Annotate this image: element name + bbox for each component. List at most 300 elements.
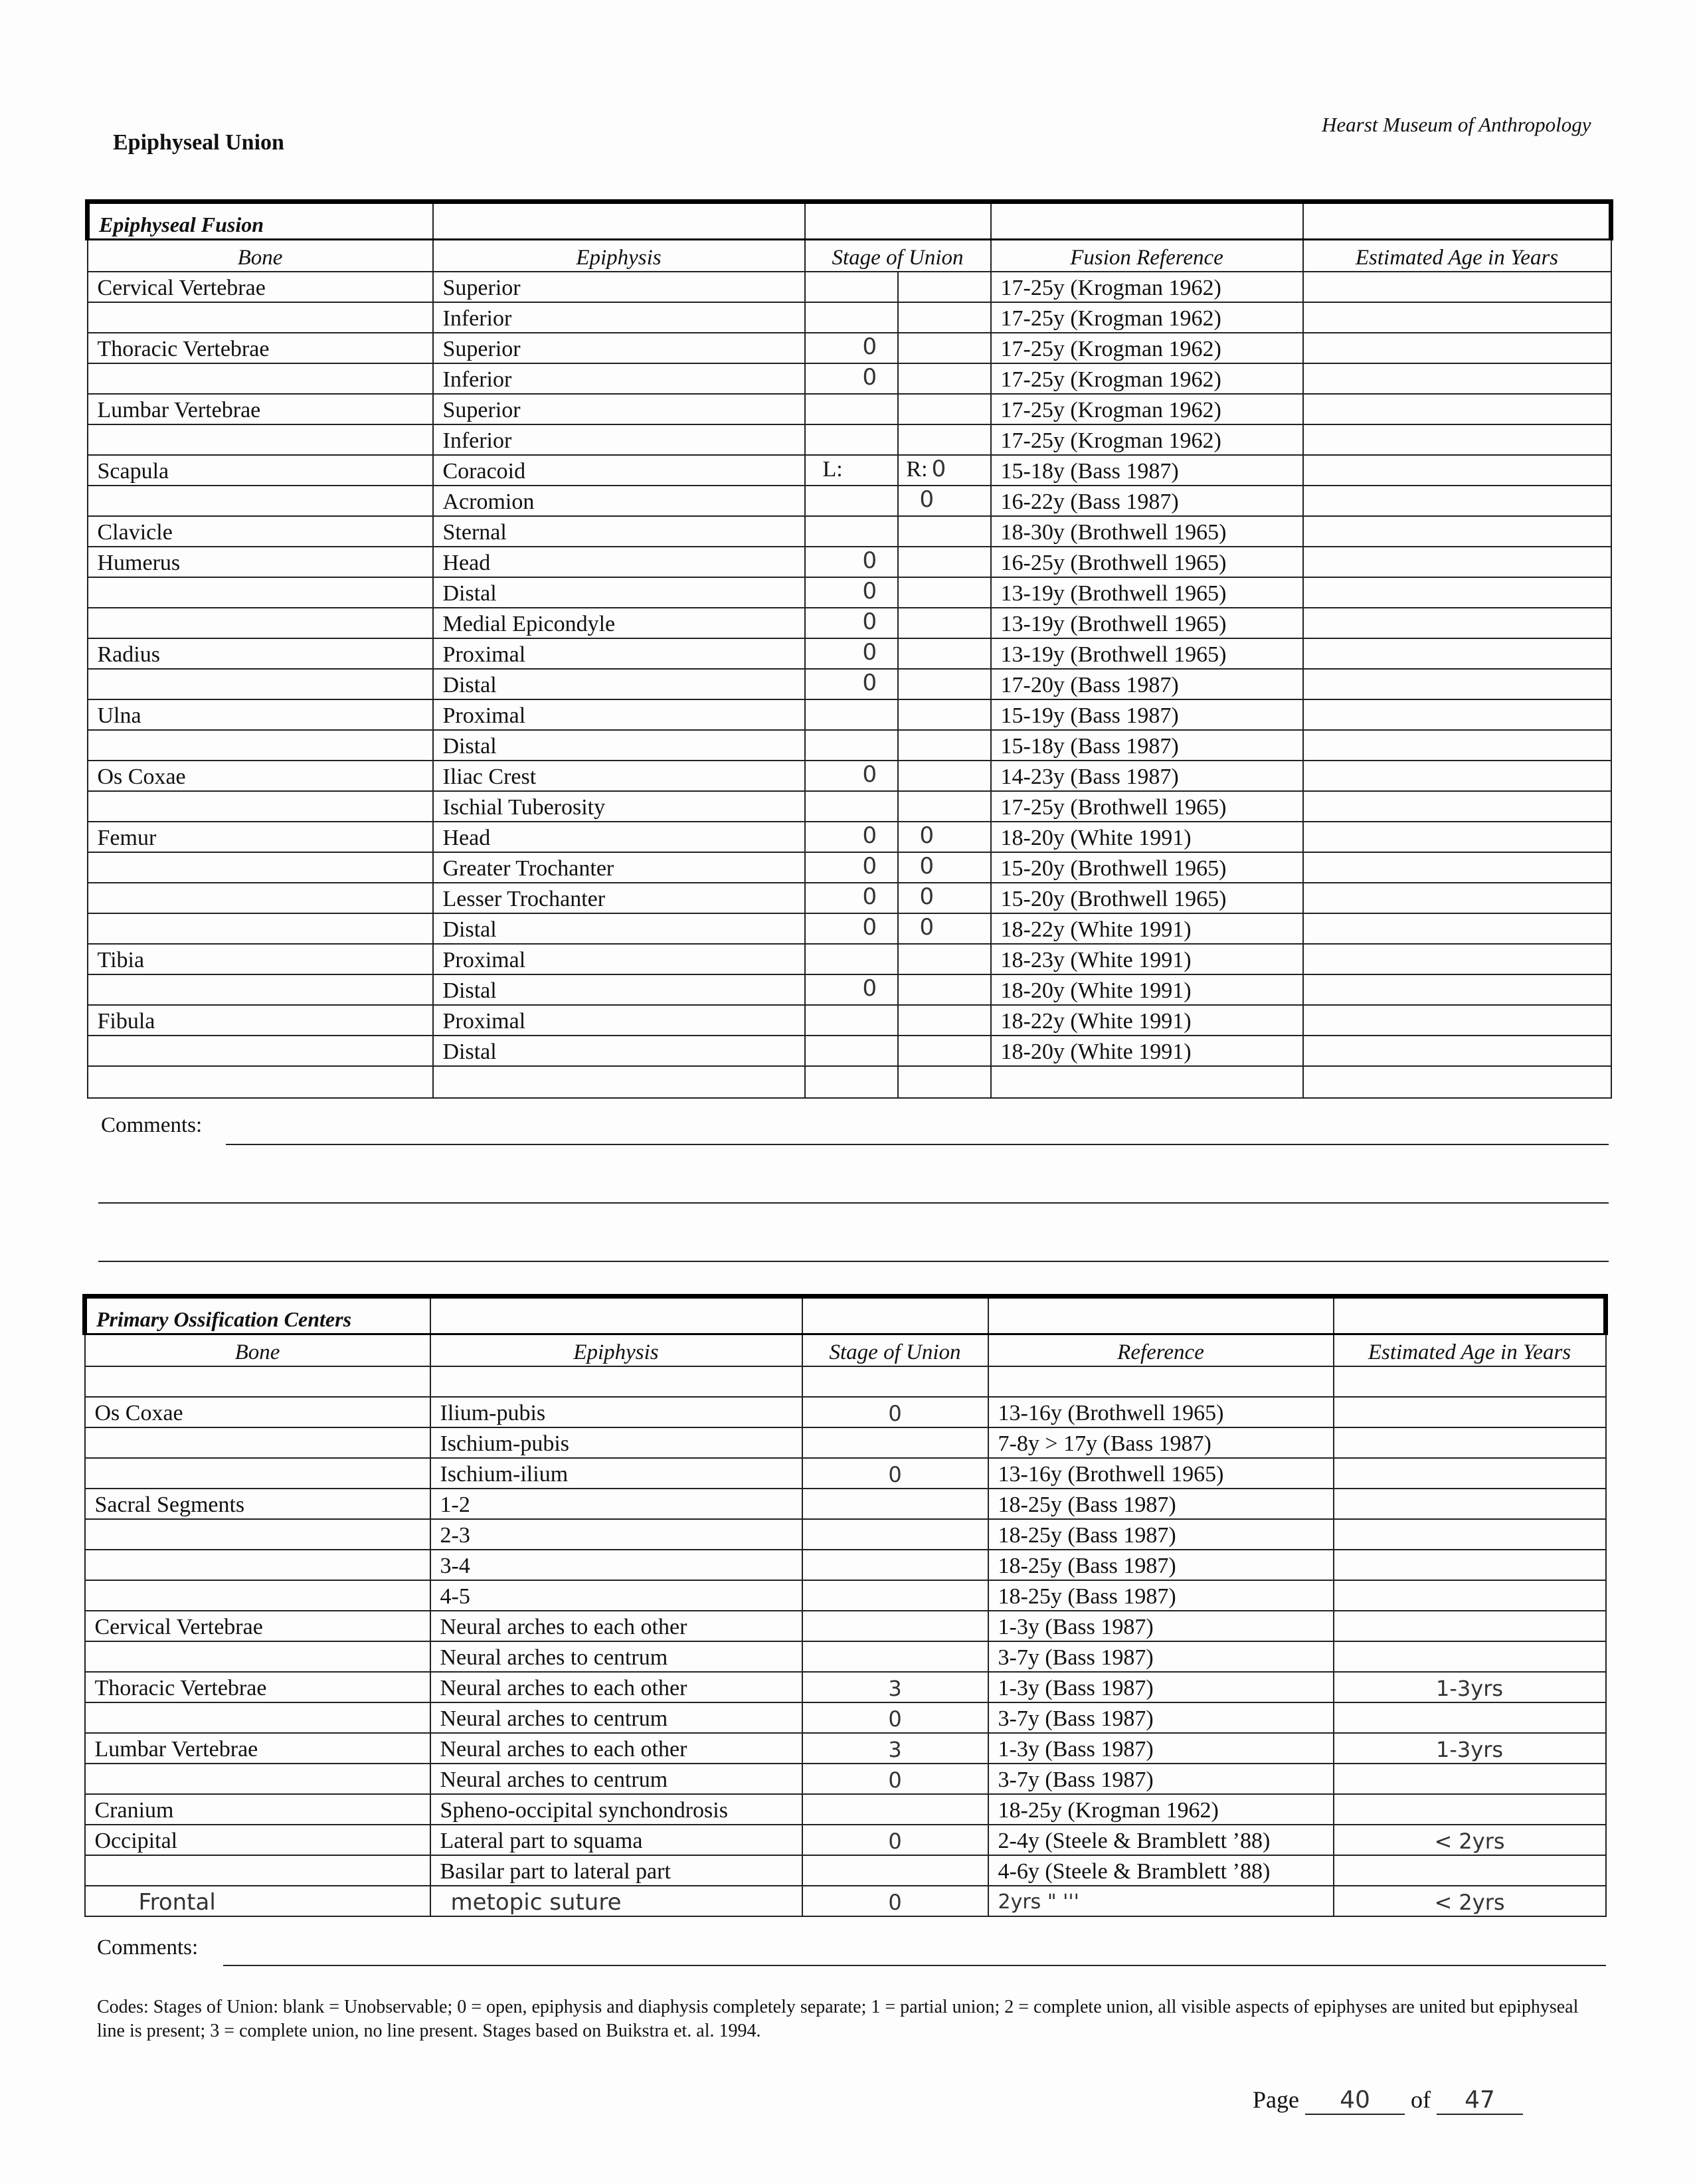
bone-cell <box>85 1855 430 1886</box>
estimated-age-cell[interactable] <box>1334 1641 1606 1672</box>
stage-cell[interactable] <box>802 1794 988 1825</box>
fusion-row <box>88 302 1611 333</box>
primary-comments-line[interactable] <box>223 1965 1606 1966</box>
estimated-age-cell[interactable] <box>1303 394 1611 424</box>
estimated-age-cell[interactable] <box>1334 1794 1606 1825</box>
estimated-age-cell[interactable] <box>1334 1366 1606 1397</box>
estimated-age-cell[interactable] <box>1334 1855 1606 1886</box>
fusion-row <box>88 913 1611 944</box>
epiphysis-cell: 4-5 <box>430 1580 802 1611</box>
primary-row <box>85 1458 1606 1489</box>
estimated-age-cell[interactable] <box>1303 333 1611 363</box>
stage-right[interactable] <box>899 853 981 882</box>
fusion-row <box>88 516 1611 547</box>
stage-right[interactable] <box>899 883 981 913</box>
fusion-row <box>88 608 1611 638</box>
bone-cell: Os Coxae <box>88 761 433 791</box>
stage-cell[interactable] <box>805 455 991 486</box>
reference-cell: 14-23y (Bass 1987) <box>991 761 1303 791</box>
stage-cell[interactable] <box>805 822 991 852</box>
reference-cell: 15-19y (Bass 1987) <box>991 699 1303 730</box>
stage-cell[interactable] <box>802 1611 988 1641</box>
stage-right[interactable] <box>899 822 981 852</box>
stage-right[interactable] <box>899 639 981 668</box>
bone-cell: Femur <box>88 822 433 852</box>
estimated-age-cell[interactable] <box>1303 1066 1611 1098</box>
stage-left[interactable] <box>815 975 899 1004</box>
primary-row <box>85 1702 1606 1733</box>
stage-left-value: 0 <box>862 364 877 391</box>
bone-cell <box>88 1066 433 1098</box>
estimated-age-cell[interactable] <box>1303 516 1611 547</box>
reference-cell: 18-23y (White 1991) <box>991 944 1303 974</box>
estimated-age-cell[interactable] <box>1303 455 1611 486</box>
stage-right-value: 0 <box>919 914 935 941</box>
stage-left[interactable] <box>815 578 899 607</box>
stage-cell[interactable] <box>805 394 991 424</box>
estimated-age-cell[interactable] <box>1303 944 1611 974</box>
reference-cell: 18-25y (Bass 1987) <box>988 1550 1334 1580</box>
stage-right-value: 0 <box>919 822 935 849</box>
stage-left[interactable] <box>815 608 899 638</box>
stage-left-value <box>823 486 863 513</box>
stage-right[interactable] <box>899 608 981 638</box>
stage-left[interactable] <box>815 517 899 546</box>
reference-cell <box>991 1066 1303 1098</box>
stage-right-value: 0 <box>931 456 946 482</box>
fusion-row <box>88 1005 1611 1036</box>
bone-cell <box>88 974 433 1005</box>
reference-cell: 18-22y (White 1991) <box>991 1005 1303 1036</box>
stage-right-value <box>907 578 920 604</box>
estimated-age-cell[interactable] <box>1303 547 1611 577</box>
stage-right[interactable] <box>899 914 981 943</box>
stage-right-value <box>907 792 920 818</box>
stage-left[interactable] <box>815 333 899 363</box>
stage-cell[interactable]: 3 <box>802 1672 988 1702</box>
stage-left[interactable] <box>815 883 899 913</box>
fusion-row <box>88 883 1611 913</box>
epiphysis-cell: Lesser Trochanter <box>433 883 805 913</box>
stage-left[interactable] <box>815 486 899 515</box>
stage-cell[interactable]: 0 <box>802 1764 988 1794</box>
stage-left[interactable] <box>815 914 899 943</box>
stage-cell[interactable] <box>805 577 991 608</box>
stage-right[interactable] <box>899 578 981 607</box>
epiphysis-cell: Ischial Tuberosity <box>433 791 805 822</box>
fusion-comments-line-2[interactable] <box>98 1202 1609 1204</box>
column-header-epiphysis: Epiphysis <box>433 240 805 272</box>
bone-cell <box>88 883 433 913</box>
estimated-age-cell[interactable]: 1-3yrs <box>1334 1733 1606 1764</box>
estimated-age-cell[interactable]: 1-3yrs <box>1334 1672 1606 1702</box>
stage-right-value <box>907 761 920 788</box>
stage-left[interactable] <box>815 1067 899 1097</box>
primary-row <box>85 1519 1606 1550</box>
fusion-row <box>88 638 1611 669</box>
page-total-field[interactable]: 47 <box>1437 2086 1523 2115</box>
stage-right-value <box>907 364 920 391</box>
stage-cell[interactable] <box>805 761 991 791</box>
stage-right[interactable] <box>899 731 981 760</box>
stage-left[interactable] <box>815 761 899 790</box>
stage-cell[interactable] <box>802 1580 988 1611</box>
stage-left[interactable] <box>815 945 899 974</box>
fusion-row <box>88 455 1611 486</box>
bone-cell: Radius <box>88 638 433 669</box>
stage-cell[interactable] <box>802 1427 988 1458</box>
epiphysis-cell: Inferior <box>433 424 805 455</box>
stage-right-value: 0 <box>919 883 935 910</box>
fusion-row <box>88 333 1611 363</box>
stage-cell[interactable]: 3 <box>802 1733 988 1764</box>
reference-cell: 17-25y (Brothwell 1965) <box>991 791 1303 822</box>
stage-right[interactable] <box>899 517 981 546</box>
estimated-age-cell[interactable] <box>1303 883 1611 913</box>
estimated-age-cell[interactable] <box>1334 1427 1606 1458</box>
stage-left[interactable] <box>815 670 899 699</box>
primary-row <box>85 1764 1606 1794</box>
bone-cell <box>85 1519 430 1550</box>
bone-cell: Thoracic Vertebrae <box>88 333 433 363</box>
stage-cell[interactable] <box>805 699 991 730</box>
estimated-age-cell[interactable] <box>1303 486 1611 516</box>
page-number-field[interactable]: 40 <box>1305 2086 1405 2115</box>
reference-cell: 15-18y (Bass 1987) <box>991 730 1303 761</box>
bone-cell: Ulna <box>88 699 433 730</box>
estimated-age-cell[interactable] <box>1334 1611 1606 1641</box>
bone-cell: Humerus <box>88 547 433 577</box>
fusion-section-header <box>88 202 1611 240</box>
stage-right-value <box>907 975 920 1002</box>
stage-cell[interactable] <box>805 974 991 1005</box>
stage-left[interactable] <box>815 731 899 760</box>
reference-cell: 3-7y (Bass 1987) <box>988 1702 1334 1733</box>
stage-left[interactable] <box>815 1036 899 1065</box>
fusion-row <box>88 761 1611 791</box>
reference-cell: 16-25y (Brothwell 1965) <box>991 547 1303 577</box>
stage-right[interactable] <box>899 364 981 393</box>
section-title: Primary Ossification Centers <box>96 1307 352 1331</box>
bone-cell: Thoracic Vertebrae <box>85 1672 430 1702</box>
estimated-age-cell[interactable] <box>1303 1036 1611 1066</box>
epiphysis-cell: Neural arches to each other <box>430 1611 802 1641</box>
primary-row <box>85 1427 1606 1458</box>
reference-cell: 13-16y (Brothwell 1965) <box>988 1397 1334 1427</box>
reference-cell: 18-25y (Krogman 1962) <box>988 1794 1334 1825</box>
reference-cell: 18-20y (White 1991) <box>991 974 1303 1005</box>
epiphysis-cell: Lateral part to squama <box>430 1825 802 1855</box>
section-title: Epiphyseal Fusion <box>99 213 264 236</box>
stage-right[interactable] <box>899 792 981 821</box>
estimated-age-cell[interactable] <box>1303 272 1611 302</box>
epiphysis-cell: Neural arches to centrum <box>430 1641 802 1672</box>
stage-cell[interactable] <box>805 547 991 577</box>
bone-cell <box>85 1702 430 1733</box>
estimated-age-cell[interactable] <box>1303 822 1611 852</box>
stage-right[interactable] <box>899 333 981 363</box>
stage-left[interactable] <box>815 1006 899 1035</box>
stage-left-value: 0 <box>862 853 877 879</box>
stage-right[interactable] <box>899 1006 981 1035</box>
column-header-age: Estimated Age in Years <box>1334 1334 1606 1367</box>
stage-cell[interactable] <box>805 913 991 944</box>
stage-right-value <box>907 517 920 543</box>
stage-cell[interactable] <box>805 1005 991 1036</box>
stage-left-value <box>823 395 863 421</box>
estimated-age-cell[interactable]: < 2yrs <box>1334 1825 1606 1855</box>
estimated-age-cell[interactable] <box>1334 1550 1606 1580</box>
epiphysis-cell: Superior <box>433 272 805 302</box>
reference-cell: 18-25y (Bass 1987) <box>988 1489 1334 1519</box>
stage-right[interactable] <box>899 303 981 332</box>
stage-right[interactable] <box>899 486 981 515</box>
fusion-comments-line-1[interactable] <box>226 1144 1609 1145</box>
stage-left[interactable] <box>815 303 899 332</box>
stage-cell[interactable] <box>802 1550 988 1580</box>
stage-right[interactable] <box>899 700 981 729</box>
bone-cell <box>85 1458 430 1489</box>
stage-cell[interactable] <box>805 852 991 883</box>
stage-cell[interactable] <box>805 944 991 974</box>
estimated-age-cell[interactable] <box>1303 852 1611 883</box>
stage-cell[interactable] <box>805 638 991 669</box>
estimated-age-cell[interactable] <box>1303 669 1611 699</box>
stage-left[interactable] <box>815 853 899 882</box>
estimated-age-cell[interactable] <box>1303 699 1611 730</box>
stage-right[interactable] <box>899 1067 981 1097</box>
stage-left[interactable] <box>815 395 899 424</box>
stage-right[interactable] <box>899 547 981 577</box>
stage-left-value: 0 <box>862 883 877 910</box>
fusion-comments-line-3[interactable] <box>98 1261 1609 1262</box>
bone-cell: Occipital <box>85 1825 430 1855</box>
bone-cell <box>88 486 433 516</box>
estimated-age-cell[interactable] <box>1334 1702 1606 1733</box>
stage-left[interactable] <box>815 364 899 393</box>
reference-cell: 18-20y (White 1991) <box>991 822 1303 852</box>
estimated-age-cell[interactable] <box>1303 302 1611 333</box>
page-of-label: of <box>1410 2086 1431 2113</box>
bone-cell: Frontal <box>85 1886 430 1916</box>
stage-left[interactable] <box>815 272 899 302</box>
epiphysis-cell: Greater Trochanter <box>433 852 805 883</box>
estimated-age-cell[interactable] <box>1303 424 1611 455</box>
estimated-age-cell[interactable]: < 2yrs <box>1334 1886 1606 1916</box>
epiphysis-cell: Ilium-pubis <box>430 1397 802 1427</box>
epiphysis-cell: Proximal <box>433 638 805 669</box>
stage-cell[interactable]: 0 <box>802 1458 988 1489</box>
estimated-age-cell[interactable] <box>1303 363 1611 394</box>
stage-left[interactable] <box>815 822 899 852</box>
epiphysis-cell: Medial Epicondyle <box>433 608 805 638</box>
reference-cell: 4-6y (Steele & Bramblett ’88) <box>988 1855 1334 1886</box>
stage-left[interactable] <box>815 547 899 577</box>
stage-right-value <box>907 395 920 421</box>
stage-right-value <box>907 1036 920 1063</box>
stage-right[interactable] <box>899 395 981 424</box>
stage-cell[interactable] <box>802 1366 988 1397</box>
epiphysis-cell: Sternal <box>433 516 805 547</box>
epiphysis-cell: Proximal <box>433 1005 805 1036</box>
fusion-row <box>88 974 1611 1005</box>
estimated-age-cell[interactable] <box>1303 730 1611 761</box>
stage-right[interactable] <box>899 670 981 699</box>
stage-cell[interactable] <box>802 1489 988 1519</box>
stage-right[interactable] <box>899 1036 981 1065</box>
primary-row <box>85 1855 1606 1886</box>
epiphysis-cell: Proximal <box>433 699 805 730</box>
stage-right-value <box>907 333 920 360</box>
epiphysis-cell: Inferior <box>433 363 805 394</box>
stage-cell[interactable] <box>805 669 991 699</box>
estimated-age-cell[interactable] <box>1303 577 1611 608</box>
reference-cell: 13-19y (Brothwell 1965) <box>991 608 1303 638</box>
stage-right[interactable] <box>899 425 981 454</box>
reference-cell: 3-7y (Bass 1987) <box>988 1764 1334 1794</box>
fusion-row <box>88 577 1611 608</box>
primary-row <box>85 1825 1606 1855</box>
estimated-age-cell[interactable] <box>1303 1005 1611 1036</box>
right-side-label: R: <box>906 457 928 482</box>
stage-left[interactable] <box>815 456 899 485</box>
epiphysis-cell: Neural arches to centrum <box>430 1764 802 1794</box>
epiphysis-cell: 2-3 <box>430 1519 802 1550</box>
stage-cell[interactable] <box>805 302 991 333</box>
stage-cell[interactable] <box>802 1855 988 1886</box>
reference-cell: 13-16y (Brothwell 1965) <box>988 1458 1334 1489</box>
primary-comments-label: Comments: <box>97 1936 199 1959</box>
estimated-age-cell[interactable] <box>1303 638 1611 669</box>
stage-left-value <box>823 945 863 971</box>
estimated-age-cell[interactable] <box>1334 1764 1606 1794</box>
epiphysis-cell: Ischium-pubis <box>430 1427 802 1458</box>
fusion-column-headers <box>88 240 1611 272</box>
epiphysis-cell: metopic suture <box>430 1886 802 1916</box>
primary-row <box>85 1611 1606 1641</box>
bone-cell: Sacral Segments <box>85 1489 430 1519</box>
stage-right[interactable] <box>899 761 981 790</box>
stage-left-value <box>823 792 863 818</box>
epiphysis-cell: Ischium-ilium <box>430 1458 802 1489</box>
column-header-reference: Reference <box>988 1334 1334 1367</box>
reference-cell: 2-4y (Steele & Bramblett ’88) <box>988 1825 1334 1855</box>
bone-cell <box>85 1580 430 1611</box>
epiphysis-cell: Coracoid <box>433 455 805 486</box>
reference-cell: 15-20y (Brothwell 1965) <box>991 852 1303 883</box>
stage-cell[interactable] <box>805 608 991 638</box>
stage-cell[interactable] <box>805 1066 991 1098</box>
epiphysis-cell: Iliac Crest <box>433 761 805 791</box>
stage-right[interactable] <box>899 975 981 1004</box>
reference-cell <box>988 1366 1334 1397</box>
reference-cell: 17-25y (Krogman 1962) <box>991 394 1303 424</box>
bone-cell <box>88 363 433 394</box>
reference-cell: 17-25y (Krogman 1962) <box>991 363 1303 394</box>
fusion-row <box>88 547 1611 577</box>
stage-left-value <box>823 731 863 757</box>
stage-right-value <box>907 425 920 452</box>
stage-cell[interactable]: 0 <box>802 1397 988 1427</box>
estimated-age-cell[interactable] <box>1303 974 1611 1005</box>
estimated-age-cell[interactable] <box>1334 1489 1606 1519</box>
bone-cell: Cervical Vertebrae <box>88 272 433 302</box>
fusion-row <box>88 791 1611 822</box>
stage-right[interactable] <box>899 272 981 302</box>
epiphyseal-fusion-table <box>85 199 1613 1099</box>
stage-cell[interactable] <box>805 272 991 302</box>
stage-right-value <box>907 608 920 635</box>
bone-cell <box>88 852 433 883</box>
bone-cell <box>85 1427 430 1458</box>
stage-cell[interactable]: 0 <box>802 1825 988 1855</box>
primary-section-header <box>85 1297 1606 1334</box>
estimated-age-cell[interactable] <box>1303 608 1611 638</box>
estimated-age-cell[interactable] <box>1334 1397 1606 1427</box>
primary-row <box>85 1672 1606 1702</box>
stage-cell[interactable] <box>805 791 991 822</box>
epiphysis-cell <box>430 1366 802 1397</box>
stage-cell[interactable] <box>805 883 991 913</box>
epiphysis-cell: Inferior <box>433 302 805 333</box>
bone-cell <box>88 913 433 944</box>
stage-right-value <box>907 1006 920 1032</box>
stage-left-value: 0 <box>862 578 877 604</box>
stage-left[interactable] <box>815 425 899 454</box>
column-header-age: Estimated Age in Years <box>1303 240 1611 272</box>
reference-cell: 1-3y (Bass 1987) <box>988 1611 1334 1641</box>
stage-left[interactable] <box>815 700 899 729</box>
estimated-age-cell[interactable] <box>1334 1580 1606 1611</box>
stage-cell[interactable]: 0 <box>802 1886 988 1916</box>
fusion-row <box>88 852 1611 883</box>
stage-cell[interactable] <box>805 730 991 761</box>
stage-left-value <box>823 425 863 452</box>
estimated-age-cell[interactable] <box>1334 1519 1606 1550</box>
epiphysis-cell: Acromion <box>433 486 805 516</box>
stage-right[interactable] <box>899 945 981 974</box>
primary-row-empty <box>85 1366 1606 1397</box>
primary-row <box>85 1580 1606 1611</box>
stage-cell[interactable] <box>805 516 991 547</box>
stage-cell[interactable]: 0 <box>802 1702 988 1733</box>
estimated-age-cell[interactable] <box>1334 1458 1606 1489</box>
estimated-age-cell[interactable] <box>1303 791 1611 822</box>
reference-cell: 15-18y (Bass 1987) <box>991 455 1303 486</box>
epiphysis-cell: 3-4 <box>430 1550 802 1580</box>
stage-left[interactable] <box>815 639 899 668</box>
bone-cell <box>85 1366 430 1397</box>
stage-left[interactable] <box>815 792 899 821</box>
reference-cell: 1-3y (Bass 1987) <box>988 1672 1334 1702</box>
stage-cell[interactable] <box>805 363 991 394</box>
stage-cell[interactable] <box>805 486 991 516</box>
stage-cell[interactable] <box>802 1641 988 1672</box>
stage-right[interactable] <box>899 456 981 485</box>
stage-left-value: 0 <box>862 608 877 635</box>
estimated-age-cell[interactable] <box>1303 761 1611 791</box>
stage-cell[interactable] <box>802 1519 988 1550</box>
epiphysis-cell: Basilar part to lateral part <box>430 1855 802 1886</box>
stage-cell[interactable] <box>805 333 991 363</box>
column-header-epiphysis: Epiphysis <box>430 1334 802 1367</box>
column-header-bone: Bone <box>85 1334 430 1367</box>
page-indicator <box>1253 2086 1523 2115</box>
estimated-age-cell[interactable] <box>1303 913 1611 944</box>
stage-cell[interactable] <box>805 424 991 455</box>
stage-cell[interactable] <box>805 1036 991 1066</box>
reference-cell: 17-25y (Krogman 1962) <box>991 424 1303 455</box>
